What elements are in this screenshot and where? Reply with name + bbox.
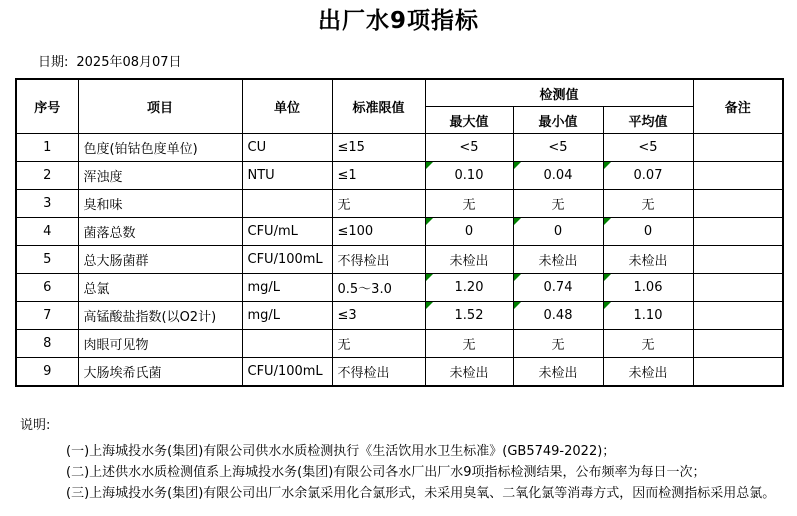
- header-limit: 标准限值: [332, 79, 425, 134]
- cell-item-text: 大肠埃希氏菌: [83, 366, 162, 381]
- cell-min: [513, 274, 603, 302]
- cell-avg-text: 0.07: [633, 168, 663, 183]
- text-format-flag-icon: [514, 162, 521, 169]
- cell-max-text: 0.10: [454, 168, 484, 183]
- cell-index-text: 8: [43, 336, 52, 351]
- cell-max: [425, 162, 513, 190]
- notes-list: [66, 441, 775, 504]
- cell-unit-text: mg/L: [247, 280, 281, 295]
- note-item: (三)上海城投水务(集团)有限公司出厂水余氯采用化合氯形式，未采用臭氧、二氧化氯等消毒方式，因而检测指标采用总氯。: [66, 486, 776, 501]
- cell-remark: [693, 218, 783, 246]
- text-format-flag-icon: [426, 218, 433, 225]
- notes-heading: 说明:: [20, 418, 51, 433]
- table-body: [16, 134, 783, 387]
- cell-avg: [603, 134, 693, 162]
- cell-limit-text: 不得检出: [337, 366, 390, 381]
- cell-remark: [693, 134, 783, 162]
- cell-item: [78, 358, 242, 387]
- cell-min-text: 0.48: [543, 308, 573, 323]
- table-row: [16, 302, 783, 330]
- cell-max: [425, 190, 513, 218]
- cell-limit-text: ≤1: [337, 168, 357, 183]
- cell-index: [16, 218, 78, 246]
- cell-unit-text: CFU/100mL: [247, 252, 323, 267]
- cell-max-text: 无: [462, 338, 476, 353]
- cell-unit: [242, 358, 332, 387]
- cell-item: [78, 274, 242, 302]
- table-row: [16, 162, 783, 190]
- indicators-table: [15, 78, 784, 387]
- text-format-flag-icon: [604, 218, 611, 225]
- cell-remark: [693, 358, 783, 387]
- cell-min-text: 0.74: [543, 280, 573, 295]
- header-remark: 备注: [693, 79, 783, 134]
- cell-limit-text: 无: [337, 198, 351, 213]
- cell-min-text: <5: [548, 140, 568, 155]
- cell-avg-text: 未检出: [628, 254, 668, 269]
- cell-limit-text: ≤100: [337, 224, 374, 239]
- cell-min-text: 0: [553, 224, 563, 239]
- cell-index: [16, 162, 78, 190]
- cell-limit-text: ≤15: [337, 140, 365, 155]
- cell-item: [78, 218, 242, 246]
- cell-item-text: 高锰酸盐指数(以O2计): [83, 310, 217, 325]
- cell-max: [425, 358, 513, 387]
- cell-avg: [603, 218, 693, 246]
- cell-index: [16, 302, 78, 330]
- cell-max-text: 未检出: [449, 254, 489, 269]
- cell-item-text: 浑浊度: [83, 170, 123, 185]
- cell-max-text: <5: [459, 140, 479, 155]
- cell-unit: [242, 190, 332, 218]
- table-row: [16, 190, 783, 218]
- cell-max-text: 无: [462, 198, 476, 213]
- cell-index: [16, 330, 78, 358]
- cell-min-text: 无: [551, 198, 565, 213]
- cell-unit-text: NTU: [247, 168, 275, 183]
- cell-limit: [332, 134, 425, 162]
- cell-unit-text: CU: [247, 140, 267, 155]
- header-min: 最小值: [513, 107, 603, 134]
- cell-limit-text: 无: [337, 338, 351, 353]
- cell-unit: [242, 218, 332, 246]
- cell-avg-text: <5: [638, 140, 658, 155]
- cell-avg-text: 0: [643, 224, 653, 239]
- cell-avg-text: 无: [641, 338, 655, 353]
- cell-min: [513, 218, 603, 246]
- cell-avg: [603, 302, 693, 330]
- cell-max: [425, 134, 513, 162]
- cell-item-text: 菌落总数: [83, 226, 136, 241]
- cell-min-text: 0.04: [543, 168, 573, 183]
- cell-remark: [693, 274, 783, 302]
- header-detected: 检测值: [425, 79, 693, 107]
- cell-index-text: 9: [43, 364, 52, 379]
- text-format-flag-icon: [604, 274, 611, 281]
- cell-index-text: 2: [43, 168, 52, 183]
- cell-limit: [332, 162, 425, 190]
- cell-min-text: 未检出: [538, 366, 578, 381]
- cell-item-text: 肉眼可见物: [83, 338, 149, 353]
- table-row: [16, 274, 783, 302]
- cell-limit: [332, 302, 425, 330]
- cell-item-text: 总氯: [83, 282, 110, 297]
- cell-max: [425, 302, 513, 330]
- cell-remark: [693, 246, 783, 274]
- text-format-flag-icon: [604, 302, 611, 309]
- cell-avg: [603, 246, 693, 274]
- header-max: 最大值: [425, 107, 513, 134]
- cell-remark: [693, 190, 783, 218]
- cell-avg: [603, 162, 693, 190]
- cell-min: [513, 162, 603, 190]
- cell-avg-text: 未检出: [628, 366, 668, 381]
- cell-remark: [693, 162, 783, 190]
- cell-limit: [332, 218, 425, 246]
- text-format-flag-icon: [514, 218, 521, 225]
- text-format-flag-icon: [426, 162, 433, 169]
- header-unit: 单位: [242, 79, 332, 134]
- cell-max: [425, 274, 513, 302]
- cell-item: [78, 246, 242, 274]
- cell-min: [513, 134, 603, 162]
- note-item: (二)上述供水水质检测值系上海城投水务(集团)有限公司各水厂出厂水9项指标检测结果，公布频率为每日一次；: [66, 465, 706, 480]
- cell-index-text: 3: [43, 196, 52, 211]
- table-row: [16, 134, 783, 162]
- cell-remark: [693, 302, 783, 330]
- cell-item: [78, 190, 242, 218]
- cell-max: [425, 246, 513, 274]
- cell-item-text: 色度(铂钴色度单位): [83, 142, 198, 157]
- cell-index-text: 1: [43, 140, 52, 155]
- table-row: [16, 330, 783, 358]
- cell-unit: [242, 302, 332, 330]
- cell-limit-text: 不得检出: [337, 254, 390, 269]
- cell-index-text: 4: [43, 224, 52, 239]
- report-date: [38, 51, 182, 70]
- cell-unit: [242, 246, 332, 274]
- text-format-flag-icon: [514, 274, 521, 281]
- table-header: [16, 79, 783, 134]
- cell-item: [78, 134, 242, 162]
- page-title: 出厂水9项指标: [317, 8, 479, 34]
- cell-index: [16, 134, 78, 162]
- cell-unit-text: CFU/100mL: [247, 364, 323, 379]
- cell-min: [513, 190, 603, 218]
- cell-index-text: 7: [43, 308, 52, 323]
- cell-index-text: 5: [43, 252, 52, 267]
- date-label: 日期:: [38, 55, 69, 70]
- cell-unit: [242, 274, 332, 302]
- table-row: [16, 358, 783, 387]
- cell-avg-text: 无: [641, 198, 655, 213]
- cell-min-text: 无: [551, 338, 565, 353]
- cell-avg: [603, 274, 693, 302]
- cell-max-text: 未检出: [449, 366, 489, 381]
- cell-limit: [332, 358, 425, 387]
- cell-min: [513, 246, 603, 274]
- cell-limit: [332, 330, 425, 358]
- cell-max-text: 0: [464, 224, 474, 239]
- cell-avg-text: 1.06: [633, 280, 663, 295]
- cell-avg-text: 1.10: [633, 308, 663, 323]
- cell-item: [78, 302, 242, 330]
- cell-avg: [603, 190, 693, 218]
- cell-index: [16, 358, 78, 387]
- cell-min-text: 未检出: [538, 254, 578, 269]
- cell-item: [78, 162, 242, 190]
- cell-min: [513, 330, 603, 358]
- text-format-flag-icon: [426, 274, 433, 281]
- cell-item-text: 臭和味: [83, 198, 123, 213]
- header-item: 项目: [78, 79, 242, 134]
- cell-item-text: 总大肠菌群: [83, 254, 149, 269]
- cell-avg: [603, 330, 693, 358]
- cell-limit-text: 0.5～3.0: [337, 282, 392, 297]
- cell-unit: [242, 330, 332, 358]
- cell-unit-text: CFU/mL: [247, 224, 298, 239]
- date-value: 2025年08月07日: [76, 55, 182, 70]
- cell-unit-text: mg/L: [247, 308, 281, 323]
- text-format-flag-icon: [426, 302, 433, 309]
- cell-max: [425, 330, 513, 358]
- cell-limit: [332, 246, 425, 274]
- cell-item: [78, 330, 242, 358]
- cell-index-text: 6: [43, 280, 52, 295]
- table-row: [16, 246, 783, 274]
- cell-index: [16, 274, 78, 302]
- cell-remark: [693, 330, 783, 358]
- cell-index: [16, 246, 78, 274]
- cell-min: [513, 358, 603, 387]
- text-format-flag-icon: [514, 302, 521, 309]
- cell-max-text: 1.20: [454, 280, 484, 295]
- header-avg: 平均值: [603, 107, 693, 134]
- table-row: [16, 218, 783, 246]
- cell-unit: [242, 162, 332, 190]
- text-format-flag-icon: [604, 162, 611, 169]
- cell-max: [425, 218, 513, 246]
- header-index: 序号: [16, 79, 78, 134]
- cell-max-text: 1.52: [454, 308, 484, 323]
- header-row-1: [16, 79, 783, 107]
- cell-min: [513, 302, 603, 330]
- cell-limit: [332, 190, 425, 218]
- cell-limit: [332, 274, 425, 302]
- cell-unit: [242, 134, 332, 162]
- cell-avg: [603, 358, 693, 387]
- note-item: (一)上海城投水务(集团)有限公司供水水质检测执行《生活饮用水卫生标准》(GB5749-2022)；: [66, 444, 616, 459]
- cell-limit-text: ≤3: [337, 308, 357, 323]
- cell-index: [16, 190, 78, 218]
